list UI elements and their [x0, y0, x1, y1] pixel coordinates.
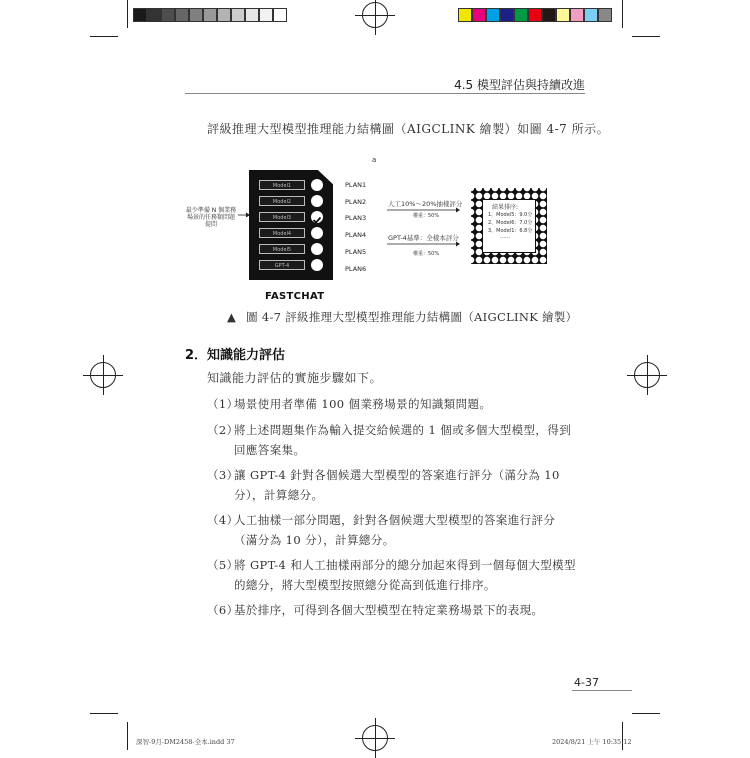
section-intro: 知識能力評估的實施步驟如下。: [207, 371, 383, 385]
model-label: GPT-4: [259, 260, 305, 270]
page-number-rule: [572, 690, 632, 691]
gray-swatch: [189, 8, 203, 22]
color-swatch: [458, 8, 472, 22]
gray-swatch: [175, 8, 189, 22]
crop-mark: [632, 713, 660, 714]
result-item: ……: [500, 234, 510, 240]
step-text: 基於排序，可得到各個大型模型在特定業務場景下的表現。: [234, 603, 544, 617]
selection-circle: [311, 243, 323, 255]
header-rule: [185, 93, 585, 94]
model-label: Model5: [259, 244, 305, 254]
crop-mark: [127, 722, 128, 750]
result-title: 結果排序:: [492, 204, 519, 211]
human-eval-label: 人工10%～20%抽樣評分: [388, 200, 463, 208]
footer-date: 2024/8/21 上午 10:35:12: [552, 738, 632, 746]
step-item: [207, 420, 577, 460]
gray-swatch: [161, 8, 175, 22]
arrow-to-doc: [238, 212, 250, 218]
selection-circle: [311, 179, 323, 191]
color-swatch: [542, 8, 556, 22]
crop-mark: [632, 36, 660, 37]
color-swatch: [486, 8, 500, 22]
result-item: 2、Model6：7.0分: [488, 220, 533, 226]
question-text: 最少準備 N 個業務場景的任務類問題提問: [185, 207, 237, 228]
result-item: 1、Model5：9.0分: [488, 212, 533, 218]
color-swatch: [500, 8, 514, 22]
gray-swatch: [231, 8, 245, 22]
gray-swatch: [147, 8, 161, 22]
figure-top-label: a: [372, 156, 377, 164]
step-number: （1）: [207, 397, 239, 411]
human-weight-label: 權重：50%: [413, 213, 440, 219]
selection-circle: [311, 227, 323, 239]
running-header: 4.5 模型評估與持續改進: [454, 78, 585, 92]
registration-mark-top: [362, 2, 388, 28]
plan-label: PLAN3: [345, 214, 367, 222]
step-number: （4）: [207, 513, 239, 527]
step-item: [207, 465, 577, 505]
gray-swatch: [133, 8, 147, 22]
step-number: （6）: [207, 603, 239, 617]
step-number: （2）: [207, 423, 239, 437]
intro-paragraph: 評級推理大型模型推理能力結構圖（AIGCLINK 繪製）如圖 4-7 所示。: [207, 122, 610, 136]
plan-label: PLAN5: [345, 248, 367, 256]
selection-circle: [311, 195, 323, 207]
crop-mark: [622, 0, 623, 28]
step-item: [207, 510, 577, 550]
registration-mark-right: [634, 362, 660, 388]
gray-swatch: [259, 8, 273, 22]
result-item: 3、Model1：6.8分: [488, 228, 533, 234]
plan-label: PLAN2: [345, 198, 367, 206]
step-item: [207, 555, 577, 595]
step-text: 將 GPT-4 和人工抽樣兩部分的總分加起來得到一個每個大型模型的總分，將大型模型按照總分從高到低進行排序。: [234, 558, 576, 592]
gray-swatch: [273, 8, 287, 22]
gray-swatch: [217, 8, 231, 22]
gray-swatch: [245, 8, 259, 22]
step-text: 將上述問題集作為輸入提交給候選的 1 個或多個大型模型，得到回應答案集。: [234, 423, 572, 457]
color-swatch: [472, 8, 486, 22]
crop-mark: [90, 713, 118, 714]
step-text: 讓 GPT-4 針對各個候選大型模型的答案進行評分（滿分為 10 分），計算總分。: [234, 468, 560, 502]
gpt-eval-arrow: [387, 241, 461, 247]
model-label: Model2: [259, 196, 305, 206]
color-swatch: [584, 8, 598, 22]
check-icon: [311, 211, 323, 223]
plan-label: PLAN6: [345, 265, 367, 273]
step-item: [207, 600, 577, 620]
gray-swatch: [203, 8, 217, 22]
crop-mark: [90, 36, 118, 37]
step-number: （3）: [207, 468, 239, 482]
color-swatch: [598, 8, 612, 22]
section-heading: 2．知識能力評估: [185, 348, 286, 363]
plan-label: PLAN1: [345, 181, 367, 189]
step-text: 場景使用者準備 100 個業務場景的知識類問題。: [234, 397, 492, 411]
step-text: 人工抽樣一部分問題，針對各個候選大型模型的答案進行評分（滿分為 10 分），計算總分。: [234, 513, 556, 547]
color-swatch: [556, 8, 570, 22]
model-label: Model4: [259, 228, 305, 238]
model-label: Model1: [259, 180, 305, 190]
color-swatch: [570, 8, 584, 22]
step-item: [207, 394, 577, 414]
caption-marker: ▲: [227, 310, 237, 324]
plan-label: PLAN4: [345, 231, 367, 239]
footer-file-info: 深智-9月-DM2458-全本.indd 37: [136, 738, 235, 746]
color-swatch: [514, 8, 528, 22]
color-swatch: [528, 8, 542, 22]
figure-caption: [227, 309, 577, 325]
crop-mark: [127, 0, 128, 28]
fastchat-brand: FASTCHAT: [265, 291, 325, 302]
model-label: Model3: [259, 212, 305, 222]
page-number: 4-37: [574, 676, 599, 689]
selection-circle: [311, 259, 323, 271]
registration-mark-bottom: [362, 725, 388, 751]
step-number: （5）: [207, 558, 239, 572]
registration-mark-left: [90, 362, 116, 388]
gpt-eval-label: GPT-4基準：全樣本評分: [388, 234, 459, 242]
gpt-weight-label: 權重：50%: [413, 251, 440, 257]
caption-text: 圖 4-7 評級推理大型模型推理能力結構圖（AIGCLINK 繪製）: [246, 310, 578, 324]
